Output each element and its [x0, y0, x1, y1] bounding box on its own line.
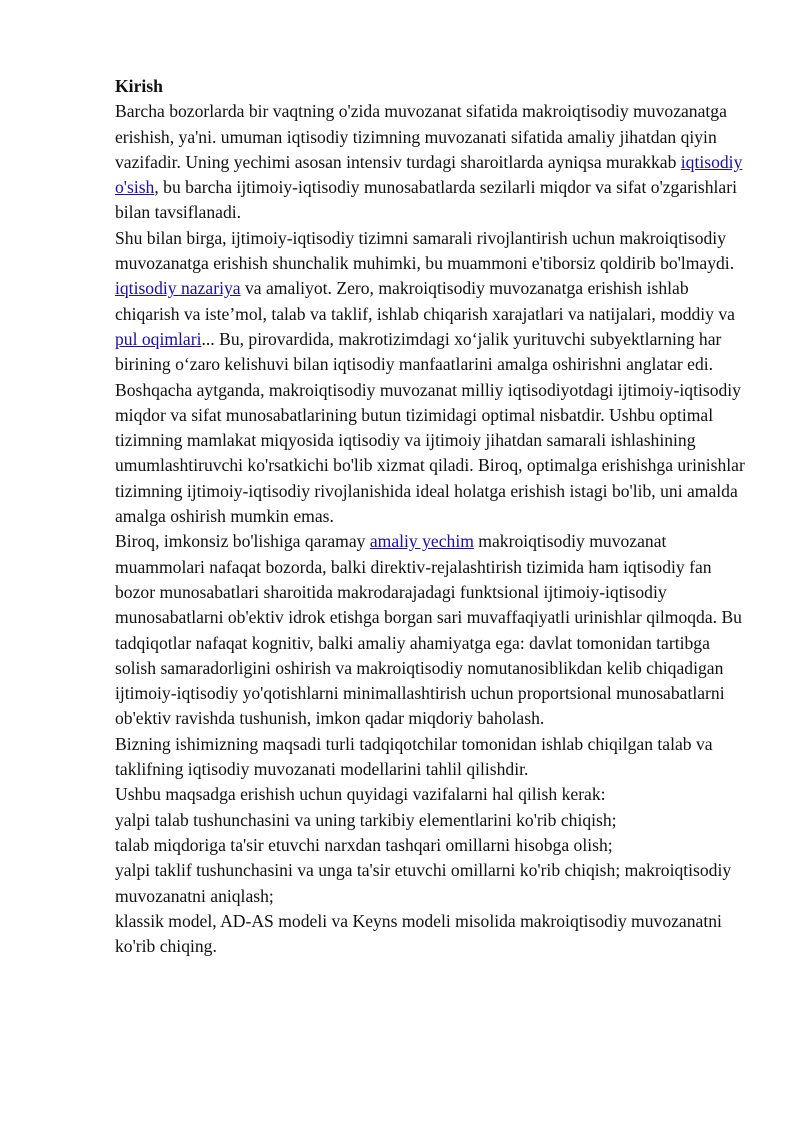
paragraph-4-text-a: Biroq, imkonsiz bo'lishiga qaramay: [115, 531, 370, 552]
paragraph-2: [115, 226, 755, 378]
link-iqtisodiy-osish[interactable]: iqtisodiy o'sish: [115, 151, 743, 198]
task-item: yalpi talab tushunchasini va uning tarkibiy elementlarini ko'rib chiqish;: [115, 809, 617, 830]
paragraph-1: [115, 99, 755, 225]
task-item: talab miqdoriga ta'sir etuvchi narxdan tashqari omillarni hisobga olish;: [115, 834, 613, 855]
paragraph-2-text-c: ... Bu, pirovardida, makrotizimdagi xo‘jalik yurituvchi subyektlarning har birining o‘zaro kelishuvi bilan iqtisodiy manfaatlarini amalga oshirishni anglatar edi.: [115, 328, 722, 375]
task-item: yalpi taklif tushunchasini va unga ta'sir etuvchi omillarni ko'rib chiqish; makroiqtisodiy muvozanatni aniqlash;: [115, 860, 732, 906]
link-iqtisodiy-nazariya[interactable]: iqtisodiy nazariya: [115, 278, 241, 299]
task-item: klassik model, AD-AS modeli va Keyns modeli misolida makroiqtisodiy muvozanatni ko'rib chiqing.: [115, 910, 722, 957]
paragraph-2-text-b: va amaliyot. Zero, makroiqtisodiy muvozanatga erishish ishlab chiqarish va iste’mol, talab va taklif, ishlab chiqarish xarajatlari va natijalari, moddiy va: [115, 278, 735, 324]
paragraph-4-text-b: makroiqtisodiy muvozanat muammolari nafaqat bozorda, balki direktiv-rejalashtirish tizimida ham iqtisodiy fan bozor munosabatlari sharoitida makrodarajadagi funktsional ijtimoiy-iqtisodiy munosabatlarni ob'ektiv idrok etishga borgan sari muvaffaqiyatli urinishlar qilmoqda. Bu tadqiqotlar nafaqat kognitiv, balki amaliy ahamiyatga ega: davlat tomonidan tartibga solish samaradorligini oshirish va makroiqtisodiy nomutanosiblikdan kelib chiqadigan ijtimoiy-iqtisodiy yo'qotishlarni minimallashtirish uchun proportsional munosabatlarni ob'ektiv ravishda tushunish, imkon qadar miqdoriy baholash.: [115, 531, 742, 729]
link-amaliy-yechim[interactable]: amaliy yechim: [369, 531, 474, 552]
paragraph-1-text-a: Barcha bozorlarda bir vaqtning o'zida muvozanat sifatida makroiqtisodiy muvozanatga erishish, ya'ni. umuman iqtisodiy tizimning muvozanati sifatida amaliy jihatdan qiyin vazifadir. Uning yechimi asosan intensiv turdagi sharoitlarda ayniqsa murakkab: [115, 101, 727, 172]
paragraph-3: Boshqacha aytganda, makroiqtisodiy muvozanat milliy iqtisodiyotdagi ijtimoiy-iqtisodiy miqdor va sifat munosabatlarining butun tizimidagi optimal nisbatdir. Ushbu optimal tizimning mamlakat miqyosida iqtisodiy va ijtimoiy jihatdan samarali ishlashining umumlashtiruvchi ko'rsatkichi bo'lib xizmat qiladi. Biroq, optimalga erishishga urinishlar tizimning ijtimoiy-iqtisodiy rivojlanishida ideal holatga erishish istagi bo'lib, uni amalda amalga oshirish mumkin emas.: [115, 379, 745, 527]
section-heading: Kirish: [115, 76, 163, 96]
document-page: [115, 74, 755, 959]
paragraph-2-text-a: Shu bilan birga, ijtimoiy-iqtisodiy tizimni samarali rivojlantirish uchun makroiqtisodiy muvozanatga erishish shunchalik muhimki, bu muammoni e'tiborsiz qoldirib bo'lmaydi.: [115, 227, 735, 274]
link-pul-oqimlari[interactable]: pul oqimlari: [115, 328, 202, 349]
paragraph-1-text-b: , bu barcha ijtimoiy-iqtisodiy munosabatlarda sezilarli miqdor va sifat o'zgarishlari bilan tavsiflanadi.: [115, 177, 737, 223]
paragraph-5: Bizning ishimizning maqsadi turli tadqiqotchilar tomonidan ishlab chiqilgan talab va taklifning iqtisodiy muvozanati modellarini tahlil qilishdir.: [115, 733, 713, 780]
paragraph-6: Ushbu maqsadga erishish uchun quyidagi vazifalarni hal qilish kerak:: [115, 784, 606, 805]
paragraph-4: [115, 529, 755, 731]
